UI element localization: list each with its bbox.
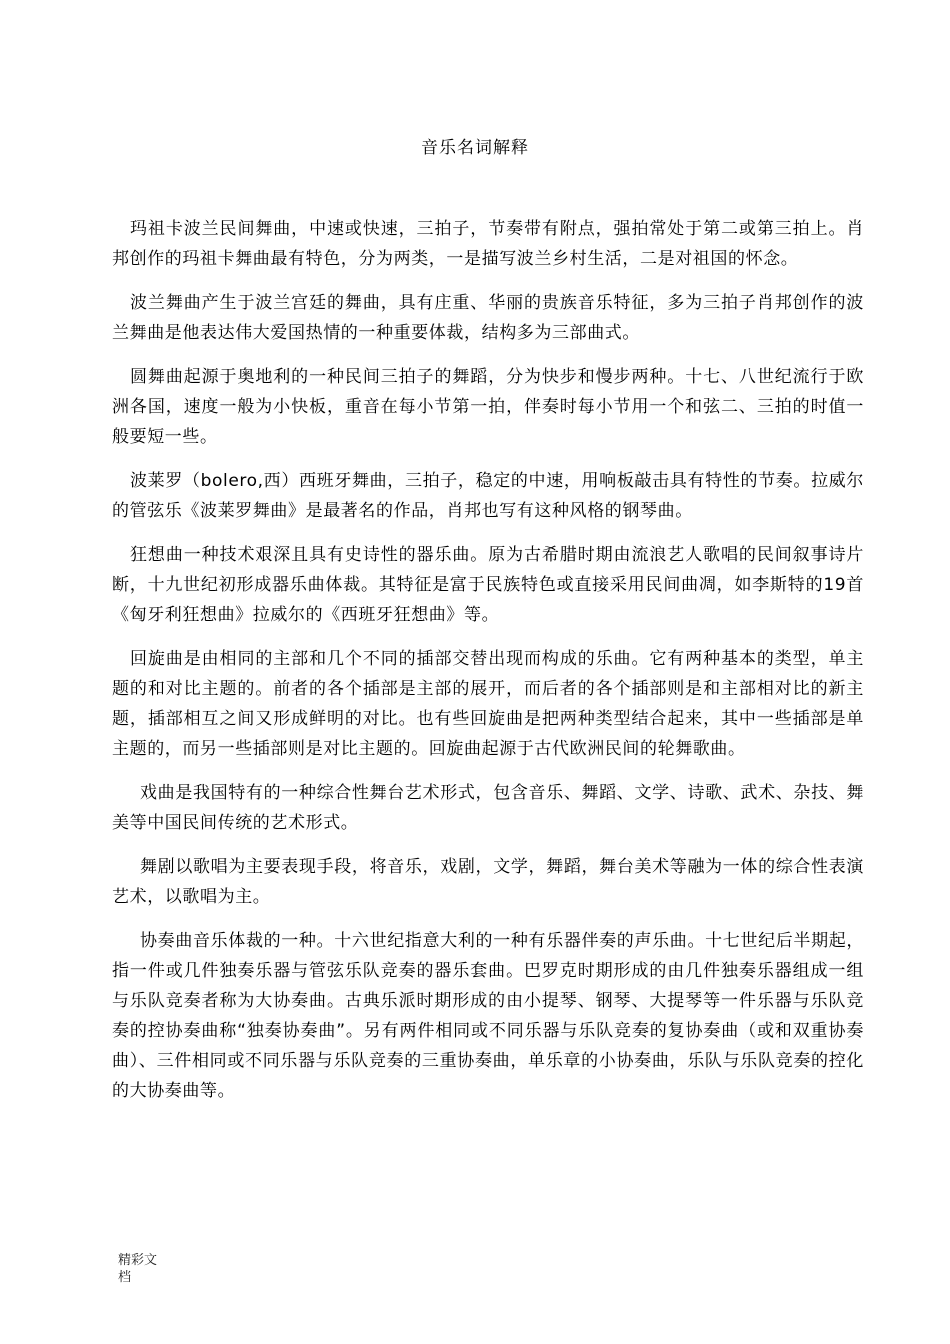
paragraph: 戏曲是我国特有的一种综合性舞台艺术形式，包含音乐、舞蹈、文学、诗歌、武术、杂技、舞美等中国民间传统的艺术形式。 <box>112 783 864 833</box>
paragraph: 圆舞曲起源于奥地利的一种民间三拍子的舞蹈，分为快步和慢步两种。十七、八世纪流行于欧洲各国，速度一般为小快板，重音在每小节第一拍，伴奏时每小节用一个和弦二、三拍的时值一般要短一些。 <box>112 367 864 447</box>
footer-watermark <box>118 1252 178 1286</box>
paragraph: 回旋曲是由相同的主部和几个不同的插部交替出现而构成的乐曲。它有两种基本的类型，单主题的和对比主题的。前者的各个插部是主部的展开，而后者的各个插部则是和主部相对比的新主题，插部相互之间又形成鲜明的对比。也有些回旋曲是把两种类型结合起来，其中一些插部是单主题的，而另一些插部则是对比主题的。回旋曲起源于古代欧洲民间的轮舞歌曲。 <box>112 649 864 759</box>
document-title: 音乐名词解释 <box>421 138 529 158</box>
paragraph: 波兰舞曲产生于波兰宫廷的舞曲，具有庄重、华丽的贵族音乐特征，多为三拍子肖邦创作的波兰舞曲是他表达伟大爱国热情的一种重要体裁，结构多为三部曲式。 <box>112 293 864 343</box>
paragraph: 玛祖卡波兰民间舞曲，中速或快速，三拍子，节奏带有附点，强拍常处于第二或第三拍上。肖邦创作的玛祖卡舞曲最有特色，分为两类，一是描写波兰乡村生活，二是对祖国的怀念。 <box>112 219 864 269</box>
footer-line-2: 档 <box>118 1270 132 1285</box>
paragraph: 协奏曲音乐体裁的一种。十六世纪指意大利的一种有乐器伴奏的声乐曲。十七世纪后半期起，指一件或几件独奏乐器与管弦乐队竞奏的器乐套曲。巴罗克时期形成的由几件独奏乐器组成一组与乐队竞奏者称为大协奏曲。古典乐派时期形成的由小提琴、钢琴、大提琴等一件乐器与乐队竞奏的控协奏曲称“独奏协奏曲”。另有两件相同或不同乐器与乐队竞奏的复协奏曲（或和双重协奏曲）、三件相同或不同乐器与乐队竞奏的三重协奏曲，单乐章的小协奏曲，乐队与乐队竞奏的控化的大协奏曲等。 <box>112 931 864 1101</box>
paragraph: 波莱罗（bolero,西）西班牙舞曲，三拍子，稳定的中速，用响板敲击具有特性的节奏。拉威尔的管弦乐《波莱罗舞曲》是最著名的作品，肖邦也写有这种风格的钢琴曲。 <box>112 471 864 521</box>
footer-line-1: 精彩文 <box>118 1253 158 1268</box>
paragraph: 舞剧以歌唱为主要表现手段，将音乐，戏剧，文学，舞蹈，舞台美术等融为一体的综合性表演艺术，以歌唱为主。 <box>112 857 864 907</box>
paragraph: 狂想曲一种技术艰深且具有史诗性的器乐曲。原为古希腊时期由流浪艺人歌唱的民间叙事诗片断，十九世纪初形成器乐曲体裁。其特征是富于民族特色或直接采用民间曲凋，如李斯特的19首《匈牙利狂想曲》拉威尔的《西班牙狂想曲》等。 <box>112 545 864 625</box>
document-body <box>112 214 864 1120</box>
